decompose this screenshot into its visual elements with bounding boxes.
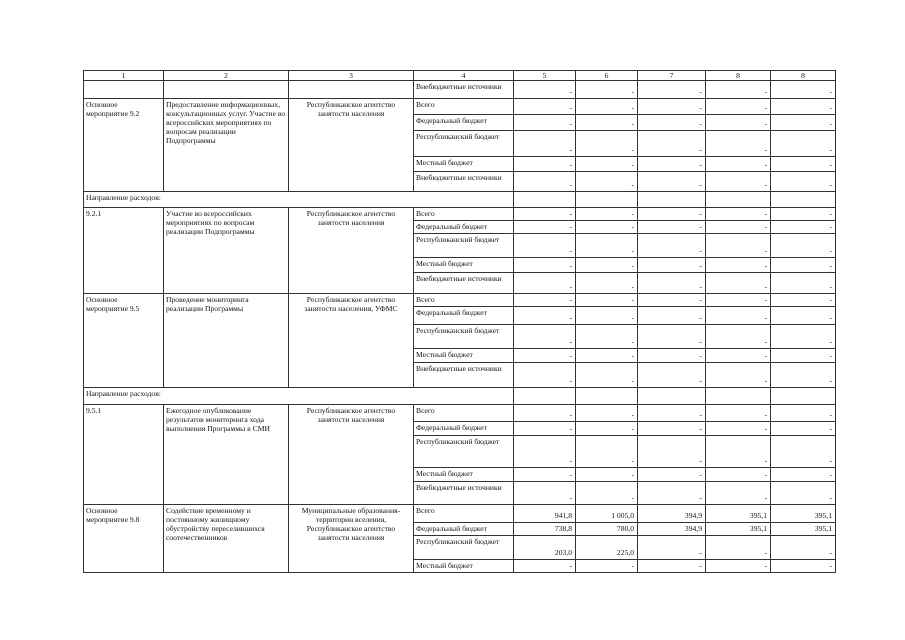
value-cell: - bbox=[638, 258, 706, 273]
activity-name: Предоставление информационных, консультационных услуг. Участие во всероссийских мероприятиях по вопросам реализации Подпрограммы bbox=[164, 99, 289, 192]
value-cell: - bbox=[706, 258, 771, 273]
direction-label: Направление расходов: bbox=[84, 192, 514, 208]
value-cell: - bbox=[706, 422, 771, 436]
direction-row bbox=[84, 192, 836, 208]
column-header: 8 bbox=[706, 71, 771, 81]
value-cell: - bbox=[638, 131, 706, 157]
value-cell: - bbox=[638, 172, 706, 192]
value-cell: 394,9 bbox=[638, 505, 706, 523]
value-cell: - bbox=[576, 560, 638, 573]
value-cell: - bbox=[514, 157, 576, 172]
value-cell: 941,8 bbox=[514, 505, 576, 523]
activity-executor: Республиканское агентство занятости населения bbox=[289, 405, 414, 505]
value-cell: 1 005,0 bbox=[576, 505, 638, 523]
value-cell: - bbox=[514, 422, 576, 436]
value-cell: - bbox=[771, 349, 836, 363]
value-cell: - bbox=[514, 258, 576, 273]
column-header: 2 bbox=[164, 71, 289, 81]
value-cell: - bbox=[706, 468, 771, 482]
value-cell: - bbox=[638, 115, 706, 131]
value-cell: - bbox=[706, 208, 771, 221]
table-row bbox=[84, 81, 836, 99]
value-cell: - bbox=[771, 131, 836, 157]
column-header: 8 bbox=[771, 71, 836, 81]
value-cell: 395,1 bbox=[706, 523, 771, 536]
value-cell: - bbox=[706, 157, 771, 172]
value-cell: 203,0 bbox=[514, 536, 576, 560]
value-cell: - bbox=[514, 294, 576, 307]
empty-cell bbox=[706, 192, 771, 208]
value-cell: - bbox=[706, 349, 771, 363]
value-cell: - bbox=[514, 172, 576, 192]
value-cell: - bbox=[771, 422, 836, 436]
value-cell: - bbox=[514, 405, 576, 422]
value-cell: - bbox=[576, 131, 638, 157]
value-cell: - bbox=[638, 307, 706, 325]
value-cell: - bbox=[771, 115, 836, 131]
value-cell: - bbox=[576, 172, 638, 192]
fund-source-label: Федеральный бюджет bbox=[414, 221, 514, 234]
activity-code: Основное мероприятие 9.8 bbox=[84, 505, 164, 573]
value-cell: - bbox=[771, 536, 836, 560]
value-cell: - bbox=[771, 468, 836, 482]
value-cell: - bbox=[771, 157, 836, 172]
empty-cell bbox=[576, 388, 638, 405]
value-cell: - bbox=[706, 99, 771, 115]
value-cell: - bbox=[706, 482, 771, 505]
empty-cell bbox=[84, 81, 164, 99]
value-cell: - bbox=[706, 436, 771, 468]
value-cell: - bbox=[706, 405, 771, 422]
fund-source-label: Внебюджетные источники bbox=[414, 81, 514, 99]
fund-source-label: Местный бюджет bbox=[414, 258, 514, 273]
value-cell: - bbox=[771, 99, 836, 115]
value-cell: - bbox=[706, 81, 771, 99]
value-cell: - bbox=[638, 99, 706, 115]
value-cell: - bbox=[514, 482, 576, 505]
value-cell: - bbox=[706, 273, 771, 294]
empty-cell bbox=[576, 192, 638, 208]
value-cell: - bbox=[576, 436, 638, 468]
value-cell: 395,1 bbox=[771, 523, 836, 536]
activity-executor: Муниципальные образования-территории вселения, Республиканское агентство занятости населения bbox=[289, 505, 414, 573]
value-cell: - bbox=[514, 349, 576, 363]
empty-cell bbox=[164, 81, 289, 99]
value-cell: 225,0 bbox=[576, 536, 638, 560]
value-cell: - bbox=[576, 468, 638, 482]
value-cell: - bbox=[771, 273, 836, 294]
value-cell: - bbox=[514, 234, 576, 258]
value-cell: - bbox=[514, 273, 576, 294]
activity-name: Проведение мониторинга реализации Программы bbox=[164, 294, 289, 388]
value-cell: - bbox=[514, 468, 576, 482]
value-cell: - bbox=[771, 560, 836, 573]
value-cell: - bbox=[771, 81, 836, 99]
value-cell: - bbox=[638, 536, 706, 560]
value-cell: - bbox=[638, 468, 706, 482]
value-cell: - bbox=[514, 131, 576, 157]
fund-source-label: Всего bbox=[414, 505, 514, 523]
value-cell: - bbox=[514, 560, 576, 573]
fund-source-label: Республиканский бюджет bbox=[414, 131, 514, 157]
value-cell: - bbox=[576, 208, 638, 221]
activity-name: Участие во всероссийских мероприятиях по вопросам реализации Подпрограммы bbox=[164, 208, 289, 294]
column-header: 7 bbox=[638, 71, 706, 81]
empty-cell bbox=[771, 192, 836, 208]
value-cell: - bbox=[771, 258, 836, 273]
value-cell: - bbox=[576, 81, 638, 99]
activity-executor: Республиканское агентство занятости населения bbox=[289, 99, 414, 192]
value-cell: - bbox=[576, 221, 638, 234]
value-cell: - bbox=[514, 221, 576, 234]
value-cell: - bbox=[514, 99, 576, 115]
value-cell: - bbox=[706, 131, 771, 157]
value-cell: - bbox=[638, 81, 706, 99]
value-cell: - bbox=[771, 294, 836, 307]
value-cell: - bbox=[576, 307, 638, 325]
budget-table bbox=[83, 70, 836, 573]
value-cell: - bbox=[576, 363, 638, 388]
activity-code: 9.2.1 bbox=[84, 208, 164, 294]
table-row bbox=[84, 405, 836, 422]
value-cell: 395,1 bbox=[706, 505, 771, 523]
table-row bbox=[84, 505, 836, 523]
value-cell: - bbox=[706, 307, 771, 325]
column-header: 1 bbox=[84, 71, 164, 81]
table-row bbox=[84, 99, 836, 115]
value-cell: - bbox=[706, 221, 771, 234]
value-cell: - bbox=[771, 363, 836, 388]
empty-cell bbox=[514, 192, 576, 208]
value-cell: - bbox=[706, 115, 771, 131]
empty-cell bbox=[289, 81, 414, 99]
empty-cell bbox=[638, 192, 706, 208]
value-cell: - bbox=[638, 405, 706, 422]
fund-source-label: Республиканский бюджет bbox=[414, 325, 514, 349]
column-header: 4 bbox=[414, 71, 514, 81]
activity-name: Содействие временному и постоянному жилищному обустройству переселившихся соотечественников bbox=[164, 505, 289, 573]
value-cell: - bbox=[771, 208, 836, 221]
fund-source-label: Всего bbox=[414, 405, 514, 422]
value-cell: - bbox=[638, 234, 706, 258]
table-row bbox=[84, 208, 836, 221]
value-cell: - bbox=[576, 422, 638, 436]
value-cell: - bbox=[514, 325, 576, 349]
value-cell: - bbox=[706, 172, 771, 192]
column-header: 5 bbox=[514, 71, 576, 81]
value-cell: - bbox=[514, 436, 576, 468]
column-header: 3 bbox=[289, 71, 414, 81]
table-row bbox=[84, 294, 836, 307]
value-cell: - bbox=[576, 157, 638, 172]
fund-source-label: Внебюджетные источники bbox=[414, 273, 514, 294]
value-cell: - bbox=[576, 405, 638, 422]
fund-source-label: Федеральный бюджет bbox=[414, 422, 514, 436]
fund-source-label: Местный бюджет bbox=[414, 157, 514, 172]
header-row bbox=[84, 71, 836, 81]
value-cell: - bbox=[576, 482, 638, 505]
value-cell: - bbox=[638, 221, 706, 234]
value-cell: 394,9 bbox=[638, 523, 706, 536]
value-cell: - bbox=[771, 405, 836, 422]
value-cell: - bbox=[771, 234, 836, 258]
value-cell: 738,8 bbox=[514, 523, 576, 536]
fund-source-label: Внебюджетные источники bbox=[414, 172, 514, 192]
fund-source-label: Республиканский бюджет bbox=[414, 234, 514, 258]
value-cell: - bbox=[638, 349, 706, 363]
value-cell: - bbox=[576, 258, 638, 273]
empty-cell bbox=[706, 388, 771, 405]
value-cell: - bbox=[638, 560, 706, 573]
value-cell: - bbox=[514, 363, 576, 388]
value-cell: - bbox=[706, 363, 771, 388]
value-cell: - bbox=[514, 115, 576, 131]
fund-source-label: Местный бюджет bbox=[414, 349, 514, 363]
direction-label: Направление расходов: bbox=[84, 388, 514, 405]
fund-source-label: Федеральный бюджет bbox=[414, 523, 514, 536]
empty-cell bbox=[514, 388, 576, 405]
fund-source-label: Внебюджетные источники bbox=[414, 482, 514, 505]
activity-executor: Республиканское агентство занятости населения bbox=[289, 208, 414, 294]
value-cell: - bbox=[576, 99, 638, 115]
fund-source-label: Внебюджетные источники bbox=[414, 363, 514, 388]
value-cell: - bbox=[638, 436, 706, 468]
fund-source-label: Всего bbox=[414, 208, 514, 221]
value-cell: - bbox=[706, 560, 771, 573]
value-cell: 395,1 bbox=[771, 505, 836, 523]
column-header: 6 bbox=[576, 71, 638, 81]
value-cell: - bbox=[638, 157, 706, 172]
value-cell: - bbox=[514, 208, 576, 221]
fund-source-label: Федеральный бюджет bbox=[414, 307, 514, 325]
value-cell: - bbox=[771, 325, 836, 349]
value-cell: - bbox=[576, 234, 638, 258]
value-cell: - bbox=[514, 307, 576, 325]
fund-source-label: Республиканский бюджет bbox=[414, 436, 514, 468]
activity-code: Основное мероприятие 9.5 bbox=[84, 294, 164, 388]
value-cell: - bbox=[576, 273, 638, 294]
activity-executor: Республиканское агентство занятости населения, УФМС bbox=[289, 294, 414, 388]
value-cell: - bbox=[771, 221, 836, 234]
value-cell: - bbox=[638, 208, 706, 221]
value-cell: - bbox=[576, 294, 638, 307]
fund-source-label: Местный бюджет bbox=[414, 468, 514, 482]
value-cell: - bbox=[576, 115, 638, 131]
value-cell: - bbox=[576, 325, 638, 349]
value-cell: 780,0 bbox=[576, 523, 638, 536]
value-cell: - bbox=[771, 172, 836, 192]
empty-cell bbox=[638, 388, 706, 405]
activity-code: 9.5.1 bbox=[84, 405, 164, 505]
fund-source-label: Всего bbox=[414, 294, 514, 307]
empty-cell bbox=[771, 388, 836, 405]
value-cell: - bbox=[706, 234, 771, 258]
value-cell: - bbox=[706, 294, 771, 307]
activity-code: Основное мероприятие 9.2 bbox=[84, 99, 164, 192]
fund-source-label: Местный бюджет bbox=[414, 560, 514, 573]
value-cell: - bbox=[706, 325, 771, 349]
value-cell: - bbox=[771, 436, 836, 468]
value-cell: - bbox=[576, 349, 638, 363]
activity-name: Ежегодное опубликование результатов мониторинга хода выполнения Программы в СМИ bbox=[164, 405, 289, 505]
value-cell: - bbox=[514, 81, 576, 99]
value-cell: - bbox=[638, 325, 706, 349]
value-cell: - bbox=[638, 482, 706, 505]
value-cell: - bbox=[638, 273, 706, 294]
fund-source-label: Федеральный бюджет bbox=[414, 115, 514, 131]
value-cell: - bbox=[638, 422, 706, 436]
value-cell: - bbox=[771, 307, 836, 325]
value-cell: - bbox=[638, 294, 706, 307]
direction-row bbox=[84, 388, 836, 405]
value-cell: - bbox=[771, 482, 836, 505]
fund-source-label: Республиканский бюджет bbox=[414, 536, 514, 560]
value-cell: - bbox=[706, 536, 771, 560]
value-cell: - bbox=[638, 363, 706, 388]
fund-source-label: Всего bbox=[414, 99, 514, 115]
